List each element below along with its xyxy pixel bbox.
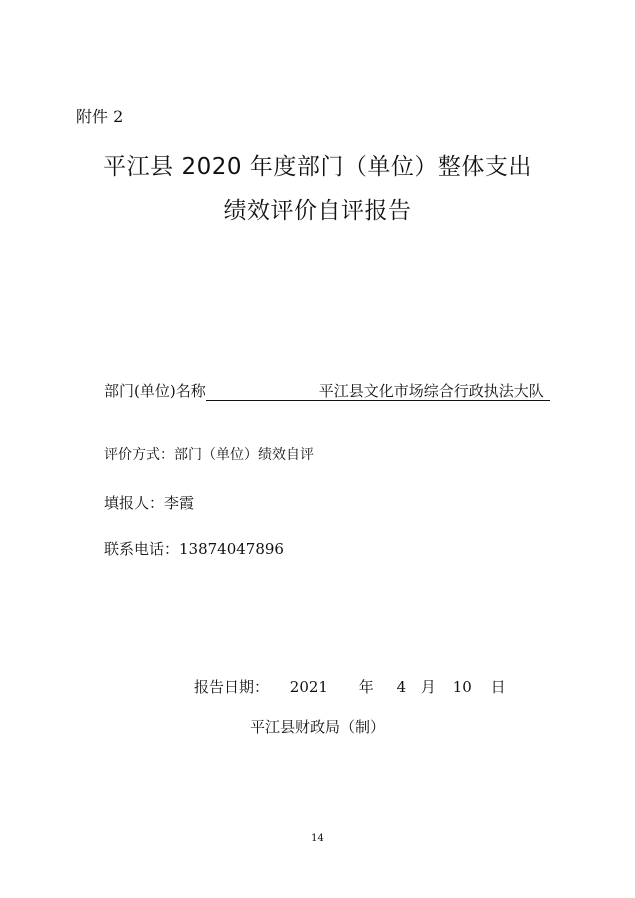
filler: 填报人：李霞	[104, 494, 195, 512]
report-title-line2: 绩效评价自评报告	[223, 198, 412, 224]
page-number: 14	[311, 833, 324, 844]
issuer: 平江县财政局（制）	[249, 718, 385, 736]
report-date-label: 报告日期：	[194, 678, 270, 696]
dept-name-value: 平江县文化市场综合行政执法大队	[206, 382, 550, 401]
report-date-row	[194, 676, 506, 697]
report-date-month: 4	[396, 678, 407, 696]
report-date-year-unit: 年	[358, 678, 374, 696]
report-date-year: 2021	[289, 678, 328, 696]
report-date-day-unit: 日	[490, 678, 506, 696]
report-date-month-unit: 月	[420, 678, 436, 696]
report-date-day: 10	[452, 678, 472, 696]
attachment-label: 附件 2	[76, 107, 124, 126]
report-title-line1: 平江县 2020 年度部门（单位）整体支出	[103, 154, 532, 180]
dept-name-label: 部门(单位)名称	[104, 382, 206, 400]
contact-phone: 联系电话：13874047896	[104, 540, 284, 558]
dept-name-row	[104, 380, 550, 401]
eval-method: 评价方式：部门（单位）绩效自评	[104, 447, 314, 463]
